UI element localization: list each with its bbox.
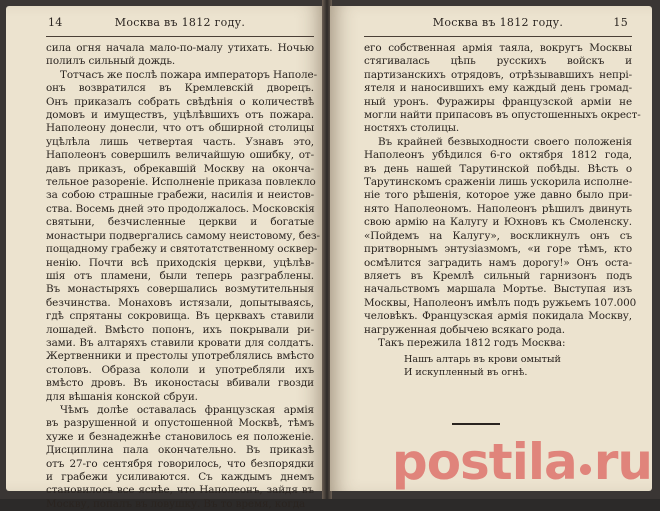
end-rule — [452, 423, 500, 425]
text-line: Москвы, Наполеонъ имѣлъ подъ ружьемъ 107.000 — [364, 296, 637, 309]
text-line: Тарутинскомъ сраженіи лишь ускорила исполне- — [364, 176, 633, 189]
left-header-rule — [46, 36, 314, 37]
text-line: лошадей. Вмѣсто попонъ, ихъ покрывали ри- — [46, 323, 314, 336]
text-line: его собственная армія таяла, вокругъ Москвы — [364, 42, 632, 54]
text-line: святыни, безчисленные церкви и богатые — [46, 216, 314, 229]
text-line: могли найти припасовъ въ опустошенныхъ окрест- — [364, 109, 641, 122]
text-line: ный уронъ. Фуражиры французской арміи не — [364, 95, 632, 108]
text-line: сила огня начала мало-по-малу утихать. Ночью — [46, 42, 314, 54]
left-page-header — [46, 16, 314, 34]
text-line: за собою страшные грабежи, насилія и неистов- — [46, 189, 314, 202]
text-line: гдѣ спрятаны сокровища. Въ церквахъ ставили — [46, 310, 314, 323]
text-line: Дисциплина пала окончательно. Въ приказѣ — [46, 444, 314, 457]
text-line: притворнымъ энтузіазмомъ, «и горе тѣмъ, кто — [364, 243, 632, 256]
text-line: нагруженная добычею всякаго рода. — [364, 323, 565, 336]
right-page-number: 15 — [613, 16, 628, 29]
text-line: и грабежи усиливаются. Съ каждымъ днемъ — [46, 471, 314, 483]
text-line: Наполеону донесли, что отъ обширной столицы — [46, 122, 314, 135]
text-line: становилось все яснѣе, что Наполеонъ, зайдя въ — [46, 484, 314, 497]
text-line: для вѣшанія конской сбруи. — [46, 390, 198, 403]
text-line: пощадному грабежу и святотатственному осквер- — [46, 243, 318, 256]
text-line: Жертвенники и престолы употреблялись вмѣсто — [46, 350, 314, 363]
left-page — [6, 6, 324, 510]
right-running-title: Москва въ 1812 году. — [432, 16, 564, 29]
text-line: человѣкъ. Французская армія покидала Москву, — [364, 310, 632, 323]
watermark — [392, 433, 652, 491]
text-line: столовъ. Образа кололи и употребляли ихъ — [46, 363, 314, 376]
text-line: Наполеонъ убѣдился 6-го октября 1812 года, — [364, 149, 632, 162]
text-line: Такъ пережила 1812 годъ Москва: — [378, 336, 566, 349]
text-line: въ день нашей Тарутинской побѣды. Вѣсть о — [364, 162, 632, 175]
text-line: осмѣлится заградить намъ дорогу!» Онъ оста- — [364, 256, 632, 269]
text-line: безчинства. Монаховъ истязали, допытываясь, — [46, 296, 314, 309]
text-line: вмѣсто дровъ. Въ иконостасы вбивали гвозди — [46, 377, 314, 390]
watermark-domain: ru — [593, 433, 652, 491]
right-page-text — [364, 42, 641, 350]
text-line: Тотчасъ же послѣ пожара императоръ Наполе- — [60, 68, 317, 81]
text-line: вляетъ въ Кремлѣ сильный гарнизонъ подъ — [364, 269, 632, 282]
right-page-header — [364, 16, 632, 34]
right-page — [330, 6, 652, 491]
poem-line: Нашъ алтарь въ крови омытый — [404, 354, 561, 366]
text-line: давъ приказъ, обрекавшій Москву на оконча- — [46, 162, 314, 175]
text-line: ностяхъ столицы. — [364, 122, 460, 135]
text-line: ства. Восемь дней это продолжалось. Московскія — [46, 202, 315, 215]
text-line: полилъ сильный дождь. — [46, 55, 176, 68]
poem-quote — [404, 354, 632, 379]
text-line: ненію. Почти всѣ приходскія церкви, уцѣлѣв- — [46, 256, 314, 269]
text-line: Чѣмъ долѣе оставалась французская армія — [60, 403, 314, 416]
text-line: хуже и безнадежнѣе становилось ея положеніе. — [46, 430, 314, 443]
watermark-brand: postila — [391, 433, 577, 491]
text-line: шія отъ пламени, были теперь разграблены. — [46, 269, 314, 282]
left-running-title: Москва въ 1812 году. — [114, 16, 246, 29]
text-line: нято Наполеономъ. Наполеонъ рѣшилъ двинуть — [364, 202, 632, 215]
left-page-number: 14 — [48, 16, 63, 29]
text-line: Москву, попалъ въ ловушку. Въ то время, когда — [46, 497, 306, 510]
text-line: Наполеонъ совершилъ величайшую ошибку, от- — [46, 149, 314, 162]
text-line: ніе того рѣшенія, которое уже давно было при- — [364, 189, 632, 202]
text-line: домовъ и имуществъ, уцѣлѣвшихъ отъ пожара. — [46, 109, 314, 122]
text-line: Онъ приказалъ собрать свѣдѣнія о количествѣ — [46, 95, 314, 108]
text-line: монастыри подвергались самому неистовому, без- — [46, 229, 320, 242]
text-line: ятеля и наносившихъ ему каждый день громад- — [364, 82, 632, 95]
text-line: уцѣлѣла лишь четвертая часть. Узнавъ это, — [46, 135, 314, 148]
right-header-rule — [364, 36, 632, 37]
text-line: свою армію на Калугу и Юхновъ къ Смоленску. — [364, 216, 632, 229]
text-line: Въ крайней безвыходности своего положенія — [378, 135, 632, 148]
watermark-dot-icon — [580, 464, 591, 475]
text-line: тельное разореніе. Исполненіе приказа повлекло — [46, 176, 316, 189]
text-line: зами. Въ алтаряхъ ставили кровати для солдатъ. — [46, 336, 314, 349]
text-line: «Пойдемъ на Калугу», воскликнулъ онъ съ — [364, 229, 632, 242]
text-line: стягивалась цѣпь русскихъ войскъ и — [364, 55, 632, 68]
text-line: отъ 27-го сентября говорилось, что безпорядки — [46, 457, 314, 470]
text-line: партизанскихъ отрядовъ, отрѣзывавшихъ непрі- — [364, 68, 632, 81]
text-line: Въ монастыряхъ совершались возмутительныя — [46, 283, 314, 296]
text-line: онъ возвратился въ Кремлевскій дворецъ. — [46, 82, 314, 95]
poem-line: И искупленный въ огнѣ. — [404, 366, 528, 378]
text-line: въ разрушенной и опустошенной Москвѣ, тѣмъ — [46, 417, 314, 430]
text-line: начальствомъ маршала Мортье. Выступая изъ — [364, 283, 632, 296]
left-page-text — [46, 42, 320, 511]
